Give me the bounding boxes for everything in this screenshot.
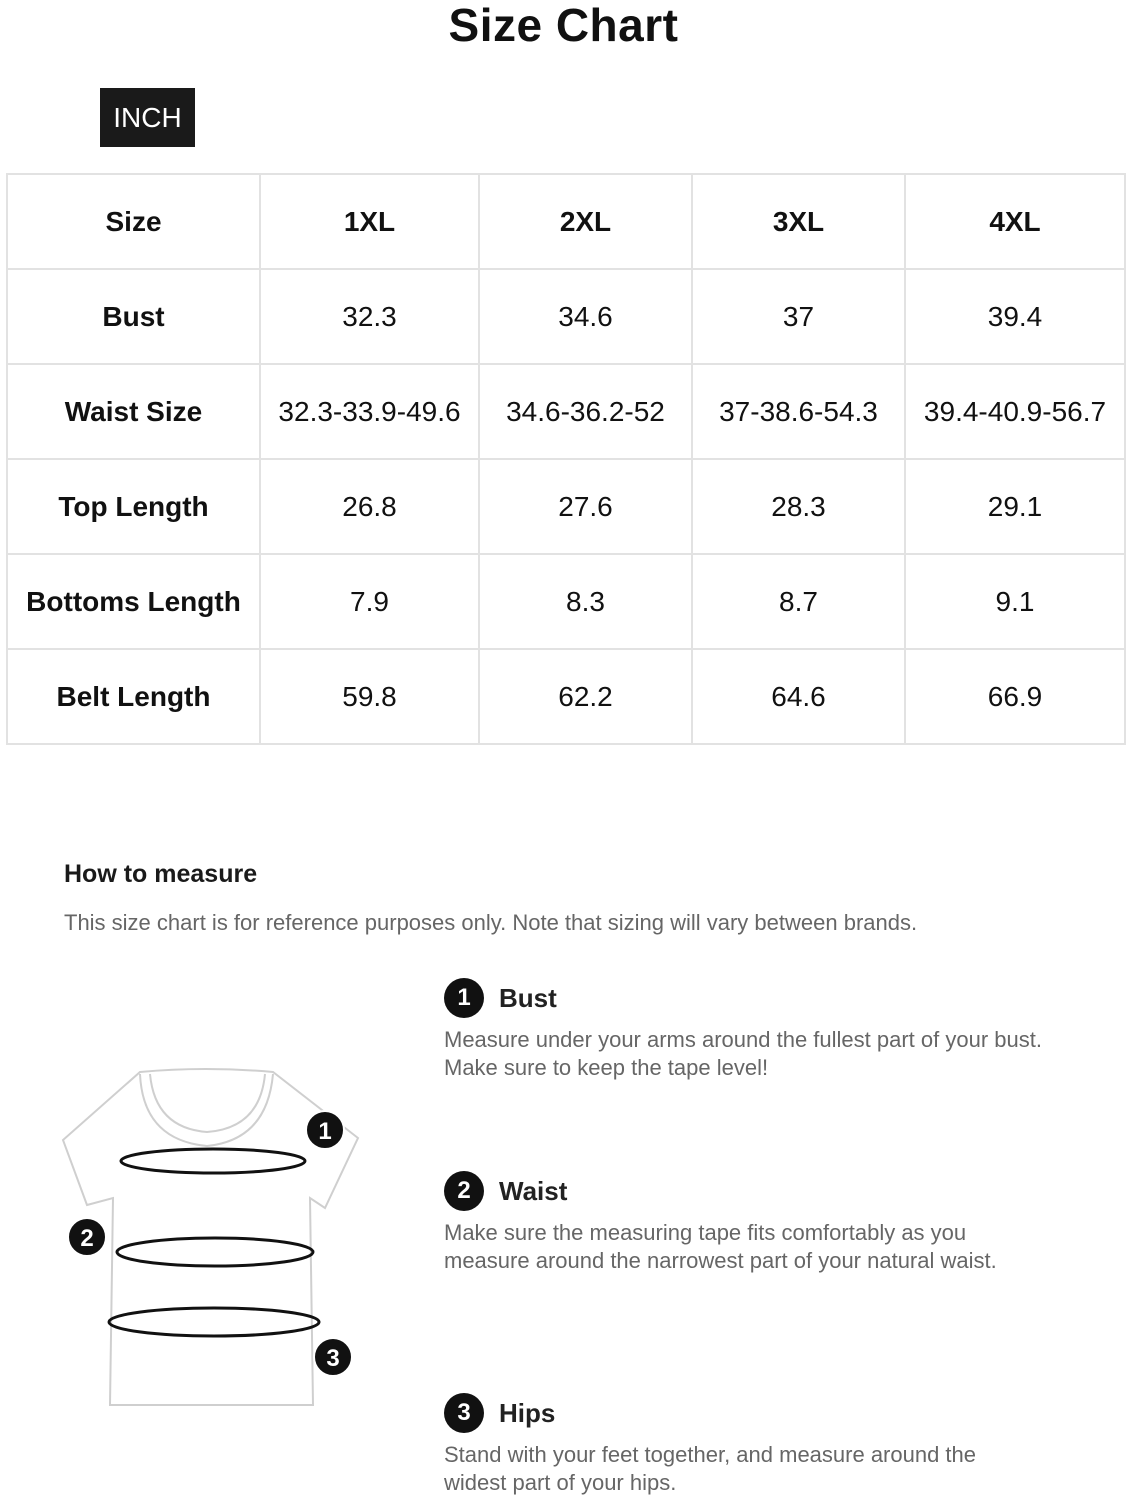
marker-2-icon — [68, 1218, 106, 1256]
table-cell: 27.6 — [479, 459, 692, 554]
table-cell: 39.4 — [905, 269, 1125, 364]
table-cell: 34.6-36.2-52 — [479, 364, 692, 459]
table-row-bust — [7, 269, 1125, 364]
how-to-measure-title: How to measure — [64, 860, 258, 888]
measure-step-hips — [444, 1393, 1084, 1497]
table-cell: 28.3 — [692, 459, 905, 554]
table-cell: 59.8 — [260, 649, 479, 744]
step-title: Waist — [499, 1175, 568, 1206]
header-1xl: 1XL — [260, 174, 479, 269]
table-cell: 29.1 — [905, 459, 1125, 554]
hips-tape-icon — [109, 1308, 319, 1336]
step-description: Measure under your arms around the fullest part of your bust. Make sure to keep the tape level! — [444, 1027, 1042, 1080]
header-3xl: 3XL — [692, 174, 905, 269]
measure-step-waist — [444, 1171, 1084, 1275]
marker-1-icon — [306, 1111, 344, 1149]
row-label: Top Length — [7, 459, 260, 554]
unit-badge: INCH — [100, 88, 195, 147]
row-label: Belt Length — [7, 649, 260, 744]
table-cell: 37-38.6-54.3 — [692, 364, 905, 459]
waist-tape-icon — [117, 1238, 313, 1266]
table-row-top-length — [7, 459, 1125, 554]
row-label: Bust — [7, 269, 260, 364]
bust-tape-icon — [121, 1149, 305, 1173]
step-title: Hips — [499, 1397, 556, 1428]
size-table — [6, 173, 1126, 745]
svg-text:3: 3 — [326, 1345, 340, 1372]
table-cell: 32.3-33.9-49.6 — [260, 364, 479, 459]
table-cell: 37 — [692, 269, 905, 364]
table-cell: 8.7 — [692, 554, 905, 649]
table-row-waist — [7, 364, 1125, 459]
table-cell: 26.8 — [260, 459, 479, 554]
table-cell: 9.1 — [905, 554, 1125, 649]
measure-step-bust — [444, 978, 1084, 1082]
table-cell: 32.3 — [260, 269, 479, 364]
step-title: Bust — [499, 982, 557, 1013]
disclaimer-note: This size chart is for reference purposes only. Note that sizing will vary between brands. — [64, 910, 918, 935]
step-number-3-icon: 3 — [444, 1393, 484, 1433]
table-header-row — [7, 174, 1125, 269]
page-title: Size Chart — [448, 0, 679, 51]
header-4xl: 4XL — [905, 174, 1125, 269]
table-cell: 34.6 — [479, 269, 692, 364]
step-description: Stand with your feet together, and measure around the widest part of your hips. — [444, 1442, 977, 1495]
table-cell: 64.6 — [692, 649, 905, 744]
tshirt-measure-illustration — [55, 1060, 375, 1420]
table-cell: 39.4-40.9-56.7 — [905, 364, 1125, 459]
marker-3-icon — [314, 1338, 352, 1376]
svg-text:2: 2 — [80, 1225, 94, 1252]
step-number-2-icon: 2 — [444, 1171, 484, 1211]
table-row-belt-length — [7, 649, 1125, 744]
row-label: Bottoms Length — [7, 554, 260, 649]
header-2xl: 2XL — [479, 174, 692, 269]
table-cell: 62.2 — [479, 649, 692, 744]
step-number-1-icon: 1 — [444, 978, 484, 1018]
row-label: Waist Size — [7, 364, 260, 459]
table-row-bottoms-length — [7, 554, 1125, 649]
header-size: Size — [7, 174, 260, 269]
svg-text:1: 1 — [318, 1118, 332, 1145]
table-cell: 7.9 — [260, 554, 479, 649]
table-cell: 66.9 — [905, 649, 1125, 744]
step-description: Make sure the measuring tape fits comfortably as you measure around the narrowest part of your natural waist. — [444, 1220, 997, 1273]
table-cell: 8.3 — [479, 554, 692, 649]
